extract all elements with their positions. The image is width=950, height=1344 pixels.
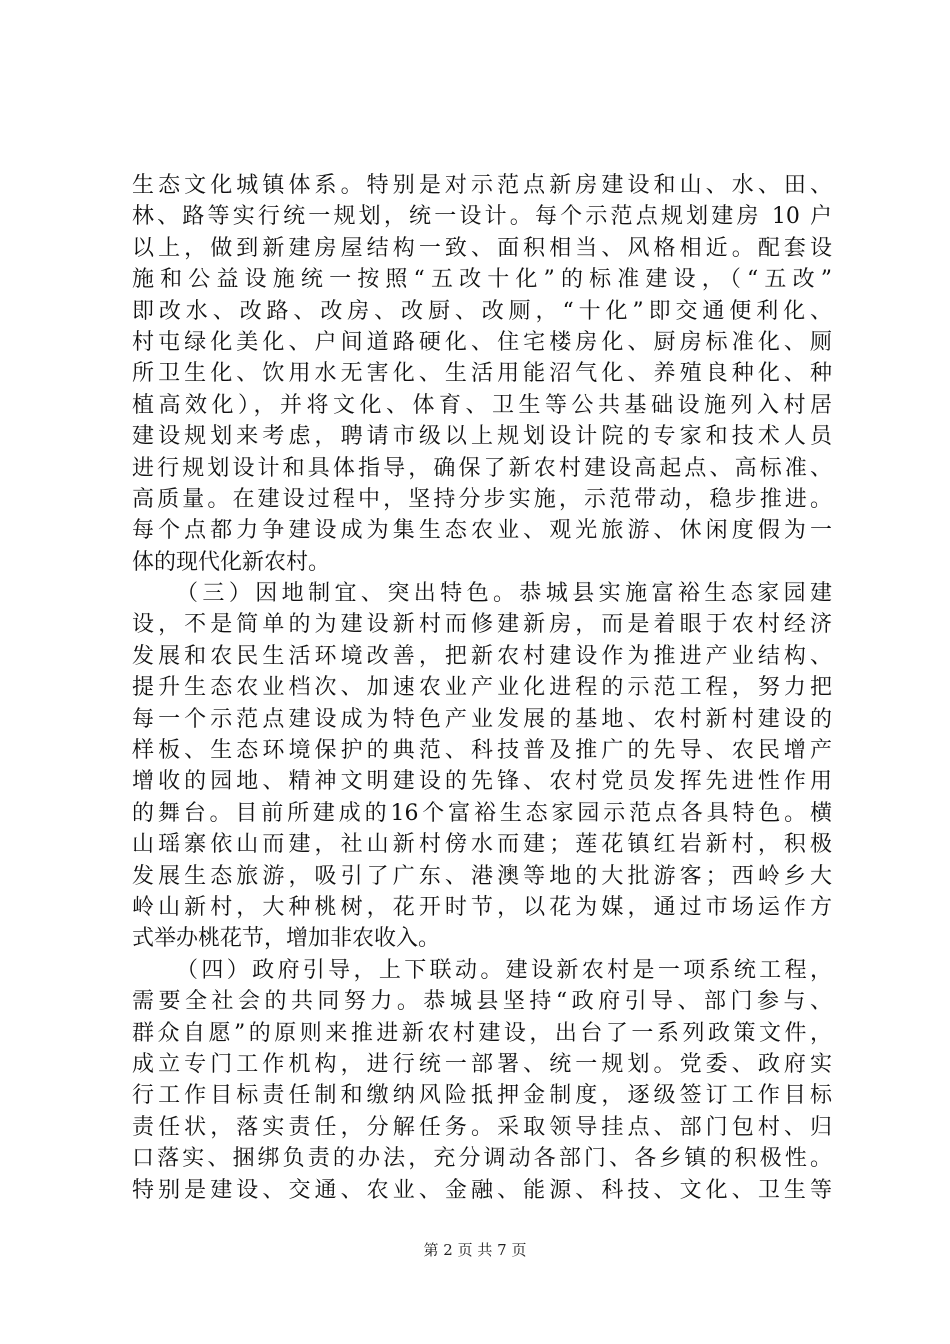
text-line: 所卫生化、饮用水无害化、生活用能沼气化、养殖良种化、种 (132, 361, 832, 387)
text-line: 增收的园地、精神文明建设的先锋、农村党员发挥先进性作用 (132, 769, 832, 795)
text-line: 以上，做到新建房屋结构一致、面积相当、风格相近。配套设 (132, 235, 832, 261)
text-line: 生态文化城镇体系。特别是对示范点新房建设和山、水、田、 (132, 173, 832, 198)
text-line: 式举办桃花节，增加非农收入。 (132, 926, 441, 952)
text-line: 行工作目标责任制和缴纳风险抵押金制度，逐级签订工作目标 (132, 1083, 832, 1109)
text-line: 发展生态旅游，吸引了广东、港澳等地的大批游客；西岭乡大 (132, 863, 832, 889)
text-line: 岭山新村，大种桃树，花开时节，以花为媒，通过市场运作方 (132, 894, 832, 920)
text-line: 成立专门工作机构，进行统一部署、统一规划。党委、政府实 (132, 1051, 832, 1077)
text-line: 发展和农民生活环境改善，把新农村建设作为推进产业结构、 (132, 643, 832, 669)
text-line: 特别是建设、交通、农业、金融、能源、科技、文化、卫生等 (132, 1177, 832, 1203)
text-line: 提升生态农业档次、加速农业产业化进程的示范工程，努力把 (132, 675, 832, 701)
page-number-footer: 第 2 页 共 7 页 (423, 1241, 527, 1259)
text-line: 每一个示范点建设成为特色产业发展的基地、农村新村建设的 (132, 706, 832, 732)
text-line: 口落实、捆绑负责的办法，充分调动各部门、各乡镇的积极性。 (132, 1146, 832, 1172)
text-line: 责任状，落实责任，分解任务。采取领导挂点、部门包村、归 (132, 1114, 832, 1140)
text-line: 设，不是简单的为建设新村而修建新房，而是着眼于农村经济 (132, 612, 832, 638)
text-line: 样板、生态环境保护的典范、科技普及推广的先导、农民增产 (132, 738, 832, 764)
text-line: 建设规划来考虑，聘请市级以上规划设计院的专家和技术人员 (132, 424, 832, 450)
text-line: 林、路等实行统一规划，统一设计。每个示范点规划建房 10 户 (132, 204, 832, 230)
text-line: 村屯绿化美化、户间道路硬化、住宅楼房化、厨房标准化、厕 (132, 329, 832, 355)
text-line: 即改水、改路、改房、改厨、改厕，“十化”即交通便利化、 (132, 298, 832, 324)
text-line: 体的现代化新农村。 (132, 549, 331, 575)
text-line: 每个点都力争建设成为集生态农业、观光旅游、休闲度假为一 (132, 518, 832, 544)
text-line: （三）因地制宜、突出特色。恭城县实施富裕生态家园建 (176, 581, 832, 607)
text-line: （四）政府引导，上下联动。建设新农村是一项系统工程， (176, 957, 832, 983)
text-line: 群众自愿”的原则来推进新农村建设，出台了一系列政策文件， (132, 1020, 832, 1046)
text-line: 高质量。在建设过程中，坚持分步实施，示范带动，稳步推进。 (132, 486, 832, 512)
text-line: 山瑶寨依山而建，社山新村傍水而建；莲花镇红岩新村，积极 (132, 832, 832, 858)
text-line: 施和公益设施统一按照“五改十化”的标准建设，（“五改” (132, 267, 832, 293)
text-line: 需要全社会的共同努力。恭城县坚持“政府引导、部门参与、 (132, 989, 832, 1015)
text-line: 植高效化），并将文化、体育、卫生等公共基础设施列入村居 (132, 392, 832, 418)
body-text (132, 170, 832, 1206)
text-line: 的舞台。目前所建成的16个富裕生态家园示范点各具特色。横 (132, 800, 832, 826)
text-line: 进行规划设计和具体指导，确保了新农村建设高起点、高标准、 (132, 455, 832, 481)
